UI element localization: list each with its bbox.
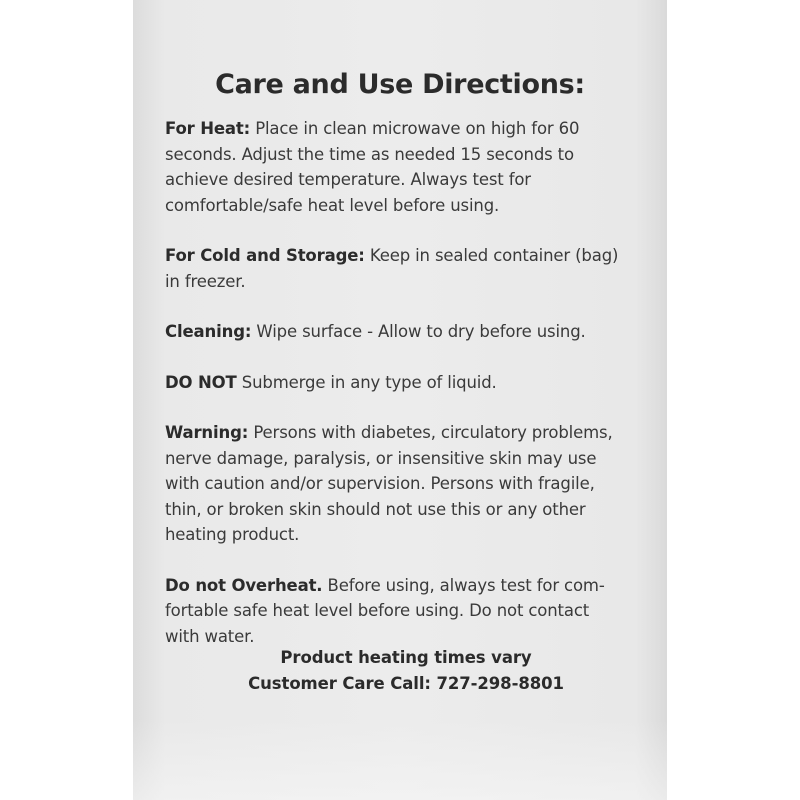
section-label: Do not Overheat. bbox=[165, 575, 323, 595]
section-label: Cleaning: bbox=[165, 322, 252, 341]
section-text: Place in clean microwave on high for 60 seconds. Adjust the time as needed 15 seconds to achieve desired temperature. Always test for comfortable/safe heat level before using. bbox=[165, 119, 580, 215]
section-cleaning bbox=[165, 319, 645, 345]
section-text: Wipe surface - Allow to dry before using. bbox=[251, 322, 586, 341]
section-label: Warning: bbox=[165, 423, 249, 442]
heating-times-note: Product heating times vary bbox=[280, 648, 532, 667]
customer-care-phone: Customer Care Call: 727-298-8801 bbox=[248, 674, 564, 693]
section-label: For Heat: bbox=[165, 119, 251, 138]
section-label: For Cold and Storage: bbox=[165, 246, 365, 265]
section-text: Submerge in any type of liquid. bbox=[236, 372, 497, 392]
section-label: DO NOT bbox=[165, 372, 237, 392]
section-warning bbox=[165, 420, 645, 548]
instruction-card bbox=[133, 0, 667, 800]
section-do-not-overheat bbox=[165, 573, 645, 650]
card-title: Care and Use Directions: bbox=[215, 69, 585, 100]
section-do-not bbox=[165, 370, 645, 396]
footer bbox=[133, 645, 679, 697]
section-text: Persons with diabetes, circulatory problems, nerve damage, paralysis, or insensitive skin may use with caution and/or supervision. Persons with fragile, thin, or broken skin should not use this or any other heating product. bbox=[165, 423, 613, 544]
section-for-heat bbox=[165, 116, 645, 218]
section-for-cold-and-storage bbox=[165, 243, 645, 294]
section-text: Before using, always test for com- fortable safe heat level before using. Do not contact with water. bbox=[165, 575, 605, 646]
instructions-body bbox=[165, 116, 645, 674]
section-text: Keep in sealed container (bag) in freezer. bbox=[165, 246, 619, 291]
